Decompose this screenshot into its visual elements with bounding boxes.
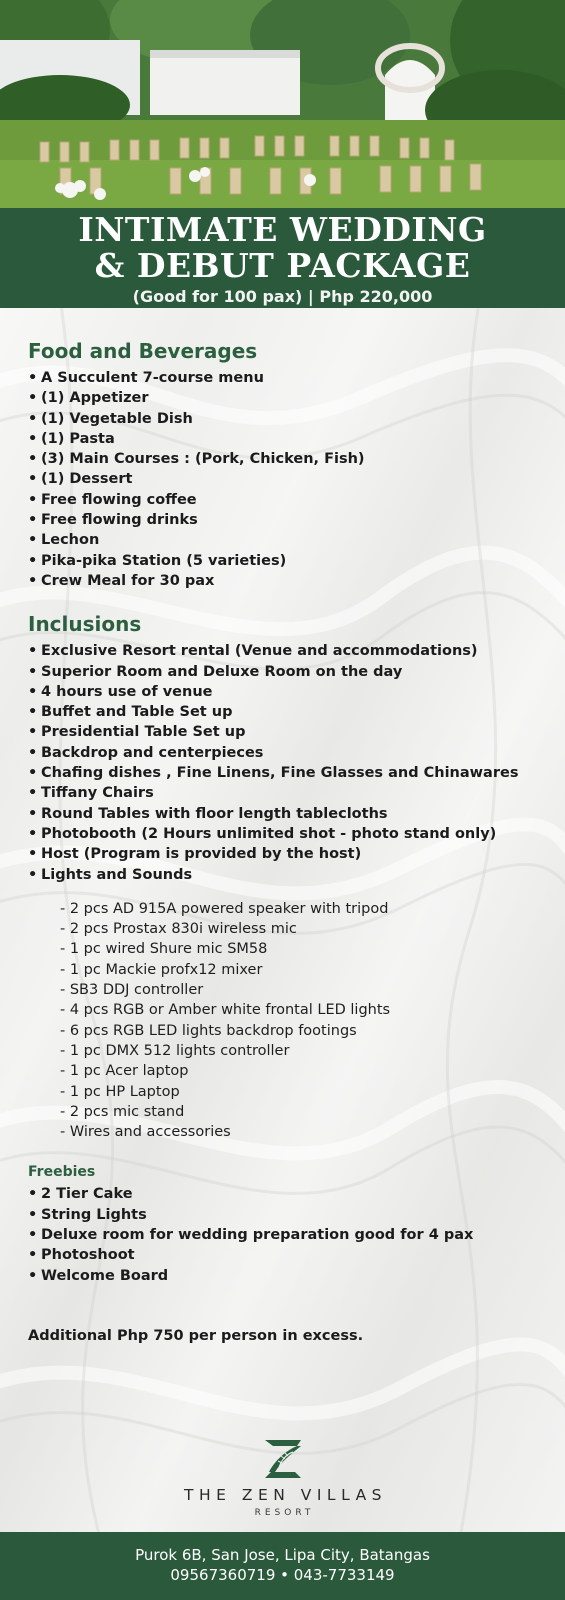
food-heading: Food and Beverages [28, 339, 258, 363]
freebies-heading: Freebies [28, 1164, 96, 1181]
list-item: - 1 pc wired Shure mic SM58 [60, 939, 558, 959]
list-item: • Free flowing coffee [28, 490, 558, 510]
list-item: - 6 pcs RGB LED lights backdrop footings [60, 1021, 558, 1041]
resort-subname: RESORT [254, 1508, 315, 1518]
excess-person-note: Additional Php 750 per person in excess. [28, 1327, 364, 1344]
list-item: • Host (Program is provided by the host) [28, 844, 558, 864]
list-item: - 1 pc DMX 512 lights controller [60, 1041, 558, 1061]
list-item: - 2 pcs Prostax 830i wireless mic [60, 919, 558, 939]
list-item: - 1 pc HP Laptop [60, 1082, 558, 1102]
list-item: • Chafing dishes , Fine Linens, Fine Glasses and Chinawares [28, 763, 558, 783]
contact-footer [0, 1532, 565, 1600]
list-item: • (1) Vegetable Dish [28, 409, 558, 429]
list-item: - 2 pcs mic stand [60, 1102, 558, 1122]
list-item: • (1) Pasta [28, 429, 558, 449]
list-item: - Wires and accessories [60, 1122, 558, 1142]
package-title-line-2: & DEBUT PACKAGE [94, 246, 471, 285]
list-item: • Buffet and Table Set up [28, 702, 558, 722]
resort-logo [0, 1438, 565, 1518]
list-item: - SB3 DDJ controller [60, 980, 558, 1000]
list-item: • Presidential Table Set up [28, 722, 558, 742]
list-item: • Welcome Board [28, 1266, 558, 1286]
food-list [28, 368, 558, 591]
list-item: - 1 pc Mackie profx12 mixer [60, 960, 558, 980]
list-item: - 2 pcs AD 915A powered speaker with tripod [60, 899, 558, 919]
list-item: • String Lights [28, 1205, 558, 1225]
list-item: • Free flowing drinks [28, 510, 558, 530]
resort-name: THE ZEN VILLAS [183, 1486, 388, 1504]
list-item: • Lights and Sounds [28, 865, 558, 885]
list-item: • Tiffany Chairs [28, 783, 558, 803]
list-item: • Pika-pika Station (5 varieties) [28, 551, 558, 571]
list-item: • 2 Tier Cake [28, 1184, 558, 1204]
venue-photo-illustration [0, 0, 565, 208]
list-item: • Crew Meal for 30 pax [28, 571, 558, 591]
phone-numbers: 09567360719 • 043-7733149 [170, 1566, 395, 1584]
list-item: • Deluxe room for wedding preparation good for 4 pax [28, 1225, 558, 1245]
title-band [0, 208, 565, 308]
list-item: • (1) Appetizer [28, 388, 558, 408]
inclusions-list [28, 641, 558, 885]
list-item: - 4 pcs RGB or Amber white frontal LED lights [60, 1000, 558, 1020]
freebies-list [28, 1184, 558, 1285]
list-item: • (3) Main Courses : (Pork, Chicken, Fish) [28, 449, 558, 469]
list-item: • Backdrop and centerpieces [28, 743, 558, 763]
list-item: - 1 pc Acer laptop [60, 1061, 558, 1081]
package-price-subtitle: (Good for 100 pax) | Php 220,000 [132, 287, 433, 306]
details-content [28, 338, 558, 1346]
list-item: • Superior Room and Deluxe Room on the day [28, 662, 558, 682]
list-item: • Photoshoot [28, 1245, 558, 1265]
venue-photo [0, 0, 565, 208]
list-item: • Lechon [28, 530, 558, 550]
list-item: • Round Tables with floor length tablecloths [28, 804, 558, 824]
lights-and-sounds-list [28, 899, 558, 1143]
package-details [0, 308, 565, 1532]
list-item: • 4 hours use of venue [28, 682, 558, 702]
list-item: • Exclusive Resort rental (Venue and accommodations) [28, 641, 558, 661]
list-item: • A Succulent 7-course menu [28, 368, 558, 388]
zen-leaf-logo-icon [261, 1438, 305, 1480]
list-item: • Photobooth (2 Hours unlimited shot - photo stand only) [28, 824, 558, 844]
inclusions-heading: Inclusions [28, 612, 142, 637]
list-item: • (1) Dessert [28, 469, 558, 489]
address-text: Purok 6B, San Jose, Lipa City, Batangas [135, 1546, 430, 1564]
package-title-line-1: INTIMATE WEDDING [78, 210, 487, 249]
